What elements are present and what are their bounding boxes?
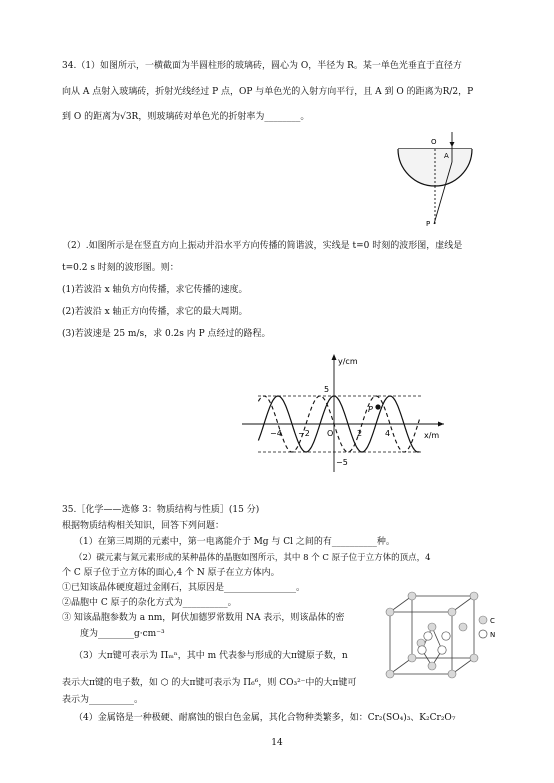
label-p: P <box>426 220 431 228</box>
q35-part-2a: （2）碳元素与氮元素形成的某种晶体的晶胞如图所示，其中 8 个 C 原子位于立方体的顶点，4 <box>74 553 431 563</box>
q34-line-1: 34.（1）如图所示，一横截面为半圆柱形的玻璃砖，圆心为 O，半径为 R。某一单色光垂直于直径方 <box>62 61 462 71</box>
y-axis-label: y/cm <box>338 357 358 366</box>
tick-neg2: −2 <box>298 429 310 438</box>
legend-n-label: N <box>490 631 496 639</box>
page-number: 14 <box>271 738 283 748</box>
legend-c-label: C <box>490 617 495 625</box>
n-atom-legend-icon <box>479 630 487 638</box>
q34-sub-1: (1)若波沿 x 轴负方向传播，求它传播的速度。 <box>62 285 248 295</box>
q35-part-2d: ②晶胞中 C 原子的杂化方式为__________。 <box>62 598 237 608</box>
crystal-cell-figure <box>380 590 510 702</box>
q35-part-2e: ③ 知该晶胞参数为 a nm，阿伏加德罗常数用 NA 表示，则该晶体的密 <box>62 613 345 623</box>
point-p <box>375 404 380 409</box>
q35-title: 35.［化学——选修 3：物质结构与性质］(15 分) <box>62 505 260 515</box>
c-atom-legend-icon <box>479 616 487 624</box>
q35-part-3b: 表示大π键的电子数，如 ⬡ 的大π键可表示为 Π₆⁶，则 CO₃²⁻中的大π键可 <box>62 678 357 688</box>
semicircle-figure <box>390 132 480 232</box>
tick-4: 4 <box>385 429 391 438</box>
q35-part-3c: 表示为__________。 <box>62 695 144 705</box>
label-a: A <box>444 152 449 160</box>
q35-part-2c: ①已知该晶体硬度超过金刚石，其原因是________________。 <box>62 583 306 593</box>
q35-part-3a: （3）大π键可表示为 Πₘⁿ，其中 m 代表参与形成的大π键原子数，n <box>74 651 348 661</box>
q34-sub-2: (2)若波沿 x 轴正方向传播，求它的最大周期。 <box>62 307 248 317</box>
x-axis-label: x/m <box>424 431 440 440</box>
q34-part2-line-2: t=0.2 s 时刻的波形图。则： <box>62 263 179 273</box>
y-bottom-label: −5 <box>336 458 348 467</box>
q35-intro: 根据物质结构相关知识，回答下列问题： <box>62 521 225 531</box>
label-o: O <box>431 138 437 146</box>
q34-line-2: 向从 A 点射入玻璃砖，折射光线经过 P 点，OP 与单色光的入射方向平行，且 A 到 O 的距离为R/2，P <box>62 87 474 97</box>
q35-part-2f: 度为________g·cm⁻³ <box>80 629 165 639</box>
tick-neg4: −4 <box>270 429 282 438</box>
wave-figure <box>232 352 452 480</box>
tick-2: 2 <box>357 429 363 438</box>
q34-line-3: 到 O 的距离为√3R，则玻璃砖对单色光的折射率为________。 <box>62 112 310 122</box>
point-p-label: P <box>368 405 373 414</box>
y-top-label: 5 <box>324 385 330 394</box>
q35-part-1: （1）在第三周期的元素中，第一电离能介于 Mg 与 Cl 之间的有__________种。 <box>74 537 395 547</box>
q34-part2-line-1: （2）.如图所示是在竖直方向上振动并沿水平方向传播的简谐波，实线是 t=0 时刻的波形图，虚线是 <box>62 241 463 251</box>
q35-part-4: （4）金属铬是一种极硬、耐腐蚀的银白色金属，其化合物种类繁多，如：Cr₂(SO₄)₃、K₂Cr₂O₇ <box>74 713 456 723</box>
q34-sub-3: (3)若波速是 25 m/s，求 0.2s 内 P 点经过的路程。 <box>62 329 271 339</box>
q35-part-2b: 个 C 原子位于立方体的面心,4 个 N 原子在立方体内。 <box>62 568 280 578</box>
tick-origin: O <box>327 429 334 438</box>
